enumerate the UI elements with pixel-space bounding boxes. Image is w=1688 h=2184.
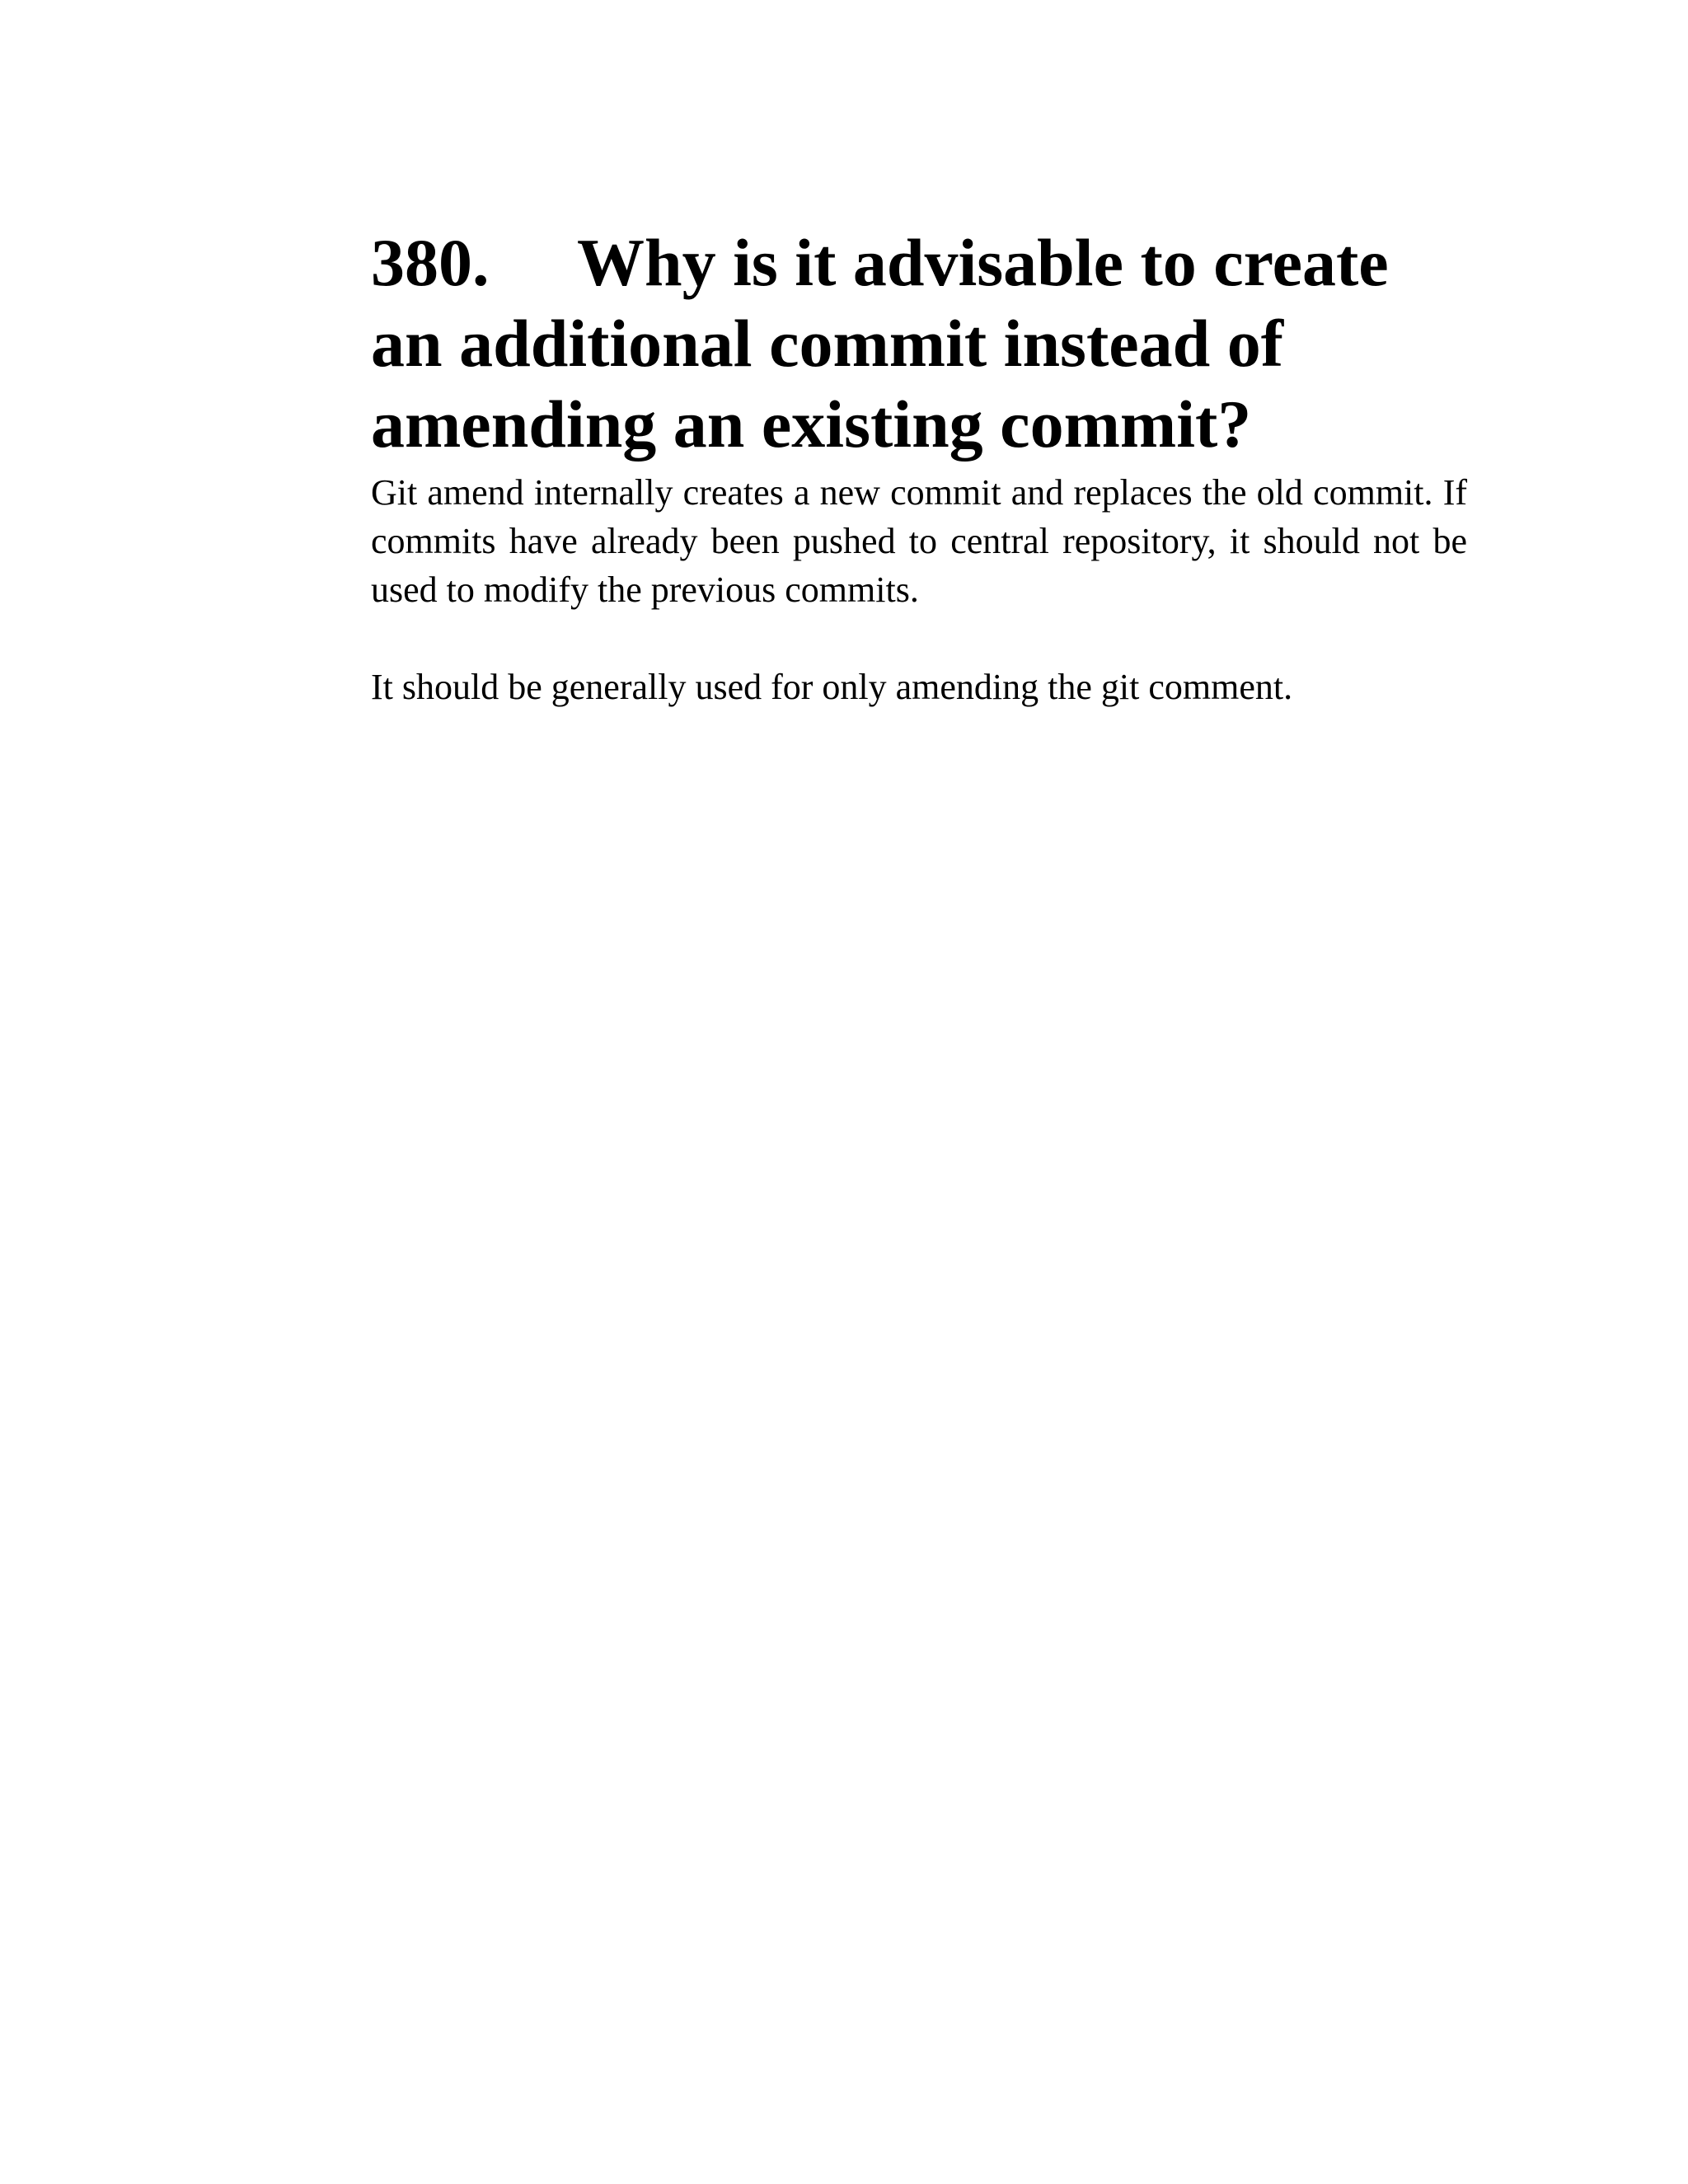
question-section [371, 223, 1467, 711]
question-heading [371, 223, 1467, 465]
question-title: Why is it advisable to create an additional commit instead of amending an existing commit? [371, 225, 1389, 462]
answer-paragraph-2: It should be generally used for only amending the git comment. [371, 667, 1293, 707]
question-number: 380. [371, 225, 490, 300]
answer-paragraph-1: Git amend internally creates a new commit and replaces the old commit. If commits have already been pushed to central repository, it should not be used to modify the previous commits. [371, 472, 1467, 610]
